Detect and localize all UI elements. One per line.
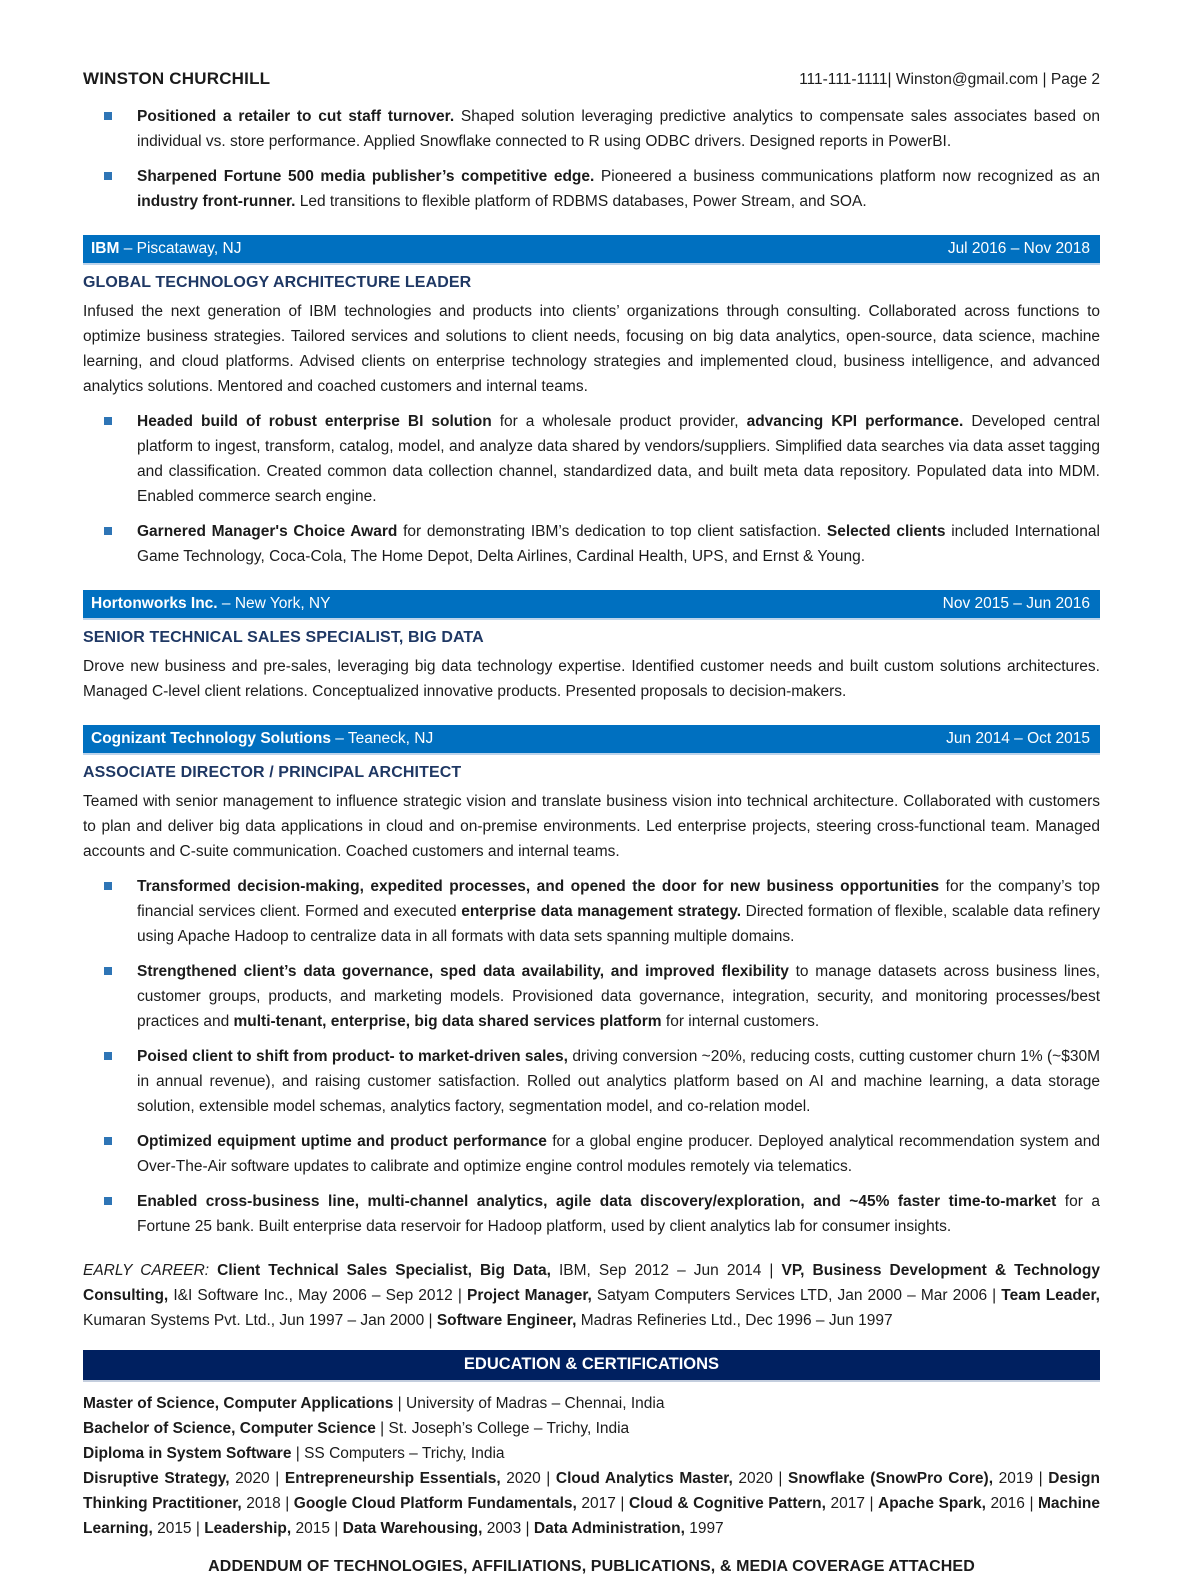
job-section-hortonworks xyxy=(83,590,1100,704)
company-location: – Piscataway, NJ xyxy=(119,240,242,257)
company-name: Hortonworks Inc. xyxy=(91,595,218,612)
bullet-text: Optimized equipment uptime and product performance for a global engine producer. Deployed analytical recommendation system and Over-The-Air software updates to calibrate and optimize engine control modules remotely via telematics. xyxy=(137,1133,1100,1175)
bullet-item xyxy=(83,409,1100,509)
company-header-bar xyxy=(83,235,1100,265)
bullet-square-icon xyxy=(104,1137,112,1145)
education-line: Diploma in System Software | SS Computers – Trichy, India xyxy=(83,1445,505,1462)
candidate-name: WINSTON CHURCHILL xyxy=(83,69,271,88)
company-and-location xyxy=(91,726,433,751)
bullet-square-icon xyxy=(104,1197,112,1205)
bullet-item xyxy=(83,1129,1100,1179)
bullet-text: Poised client to shift from product- to market-driven sales, driving conversion ~20%, reducing costs, cutting customer churn 1% (~$30M in annual revenue), and raising customer satisfaction. Rolled out analytics platform based on AI and machine learning, a data storage solution, extensible model schemas, analytics factory, segmentation model, and co-relation model. xyxy=(137,1048,1100,1115)
education-section-banner: EDUCATION & CERTIFICATIONS xyxy=(83,1350,1100,1382)
bullet-square-icon xyxy=(104,172,112,180)
job-section-cognizant xyxy=(83,725,1100,1239)
company-and-location xyxy=(91,236,241,261)
job-title: SENIOR TECHNICAL SALES SPECIALIST, BIG DATA xyxy=(83,629,484,646)
company-location: – New York, NY xyxy=(217,595,331,612)
job-title: GLOBAL TECHNOLOGY ARCHITECTURE LEADER xyxy=(83,274,472,291)
bullet-text: Sharpened Fortune 500 media publisher’s competitive edge. Pioneered a business communications platform now recognized as an industry front-runner. Led transitions to flexible platform of RDBMS databases, Power Stream, and SOA. xyxy=(137,168,1100,210)
education-block xyxy=(83,1391,1100,1541)
job-section-ibm xyxy=(83,235,1100,569)
bullet-text: Enabled cross-business line, multi-channel analytics, agile data discovery/exploration, and ~45% faster time-to-market for a Fortune 25 bank. Built enterprise data reservoir for Hadoop platform, used by client analytics lab for consumer insights. xyxy=(137,1193,1101,1235)
company-name: IBM xyxy=(91,240,120,257)
job-summary: Drove new business and pre-sales, leveraging big data technology expertise. Identified customer needs and built custom solutions architectures. Managed C-level client relations. Conceptualized innovative products. Presented proposals to decision-makers. xyxy=(83,658,1100,700)
job-bullet-list xyxy=(83,409,1100,569)
bullet-text: Garnered Manager's Choice Award for demonstrating IBM’s dedication to top client satisfaction. Selected clients included International Game Technology, Coca-Cola, The Home Depot, Delta Airlines, Cardinal Health, UPS, and Ernst & Young. xyxy=(137,523,1100,565)
bullet-item xyxy=(83,1189,1100,1239)
education-line: Bachelor of Science, Computer Science | St. Joseph’s College – Trichy, India xyxy=(83,1420,630,1437)
intro-bullet-list xyxy=(83,104,1100,214)
header-contact-info: 111-111-1111| Winston@gmail.com | Page 2 xyxy=(799,71,1100,88)
employment-dates: Nov 2015 – Jun 2016 xyxy=(942,595,1090,612)
job-summary: Teamed with senior management to influence strategic vision and translate business vision into technical architecture. Collaborated with customers to plan and deliver big data applications in cloud and on-premise environments. Led enterprise projects, steering cross-functional team. Managed accounts and C-suite communication. Coached customers and internal teams. xyxy=(83,793,1100,860)
bullet-item xyxy=(83,519,1100,569)
bullet-square-icon xyxy=(104,882,112,890)
employment-dates: Jul 2016 – Nov 2018 xyxy=(947,240,1090,257)
bullet-item xyxy=(83,104,1100,154)
certifications-paragraph: Disruptive Strategy, 2020 | Entrepreneurship Essentials, 2020 | Cloud Analytics Master, 2020 | Snowflake (SnowPro Core), 2019 | Design Thinking Practitioner, 2018 | Google Cloud Platform Fundamentals, 2017 | Cloud & Cognitive Pattern, 2017 | Apache Spark, 2016 | Machine Learning, 2015 | Leadership, 2015 | Data Warehousing, 2003 | Data Administration, 1997 xyxy=(83,1470,1101,1537)
job-title: ASSOCIATE DIRECTOR / PRINCIPAL ARCHITECT xyxy=(83,764,462,781)
bullet-item xyxy=(83,874,1100,949)
bullet-item xyxy=(83,1044,1100,1119)
bullet-square-icon xyxy=(104,967,112,975)
bullet-text: Positioned a retailer to cut staff turnover. Shaped solution leveraging predictive analytics to compensate sales associates based on individual vs. store performance. Applied Snowflake connected to R using ODBC drivers. Designed reports in PowerBI. xyxy=(137,108,1100,150)
employment-dates: Jun 2014 – Oct 2015 xyxy=(946,730,1090,747)
company-header-bar xyxy=(83,725,1100,755)
bullet-item xyxy=(83,959,1100,1034)
addendum-note: ADDENDUM OF TECHNOLOGIES, AFFILIATIONS, PUBLICATIONS, & MEDIA COVERAGE ATTACHED xyxy=(208,1558,975,1575)
job-summary: Infused the next generation of IBM technologies and products into clients’ organizations through consulting. Collaborated across functions to optimize business strategies. Tailored services and solutions to client needs, focusing on big data analytics, open-source, data science, machine learning, and cloud platforms. Advised clients on enterprise technology strategies and implemented cloud, business intelligence, and advanced analytics solutions. Mentored and coached customers and internal teams. xyxy=(83,303,1100,395)
bullet-square-icon xyxy=(104,1052,112,1060)
bullet-item xyxy=(83,164,1100,214)
bullet-square-icon xyxy=(104,527,112,535)
company-and-location xyxy=(91,591,330,616)
early-career-paragraph: EARLY CAREER: Client Technical Sales Specialist, Big Data, IBM, Sep 2012 – Jun 2014 | VP, Business Development & Technology Consulting, I&I Software Inc., May 2006 – Sep 2012 | Project Manager, Satyam Computers Services LTD, Jan 2000 – Mar 2006 | Team Leader, Kumaran Systems Pvt. Ltd., Jun 1997 – Jan 2000 | Software Engineer, Madras Refineries Ltd., Dec 1996 – Jun 1997 xyxy=(83,1262,1100,1329)
education-line: Master of Science, Computer Applications | University of Madras – Chennai, India xyxy=(83,1395,665,1412)
company-name: Cognizant Technology Solutions xyxy=(91,730,331,747)
bullet-text: Strengthened client’s data governance, sped data availability, and improved flexibility to manage datasets across business lines, customer groups, products, and marketing models. Provisioned data governance, integration, security, and monitoring processes/best practices and multi-tenant, enterprise, big data shared services platform for internal customers. xyxy=(137,963,1101,1030)
job-bullet-list xyxy=(83,874,1100,1239)
bullet-text: Headed build of robust enterprise BI solution for a wholesale product provider, advancing KPI performance. Developed central platform to ingest, transform, catalog, model, and analyze data shared by vendors/suppliers. Simplified data searches via data asset tagging and classification. Created common data collection channel, standardized data, and built meta data repository. Populated data into MDM. Enabled commerce search engine. xyxy=(137,413,1100,505)
company-location: – Teaneck, NJ xyxy=(330,730,434,747)
bullet-text: Transformed decision-making, expedited processes, and opened the door for new business opportunities for the company’s top financial services client. Formed and executed enterprise data management strategy. Directed formation of flexible, scalable data refinery using Apache Hadoop to centralize data in all formats with data sets spanning multiple domains. xyxy=(137,878,1100,945)
bullet-square-icon xyxy=(104,112,112,120)
company-header-bar xyxy=(83,590,1100,620)
bullet-square-icon xyxy=(104,417,112,425)
page-header xyxy=(83,66,1100,92)
